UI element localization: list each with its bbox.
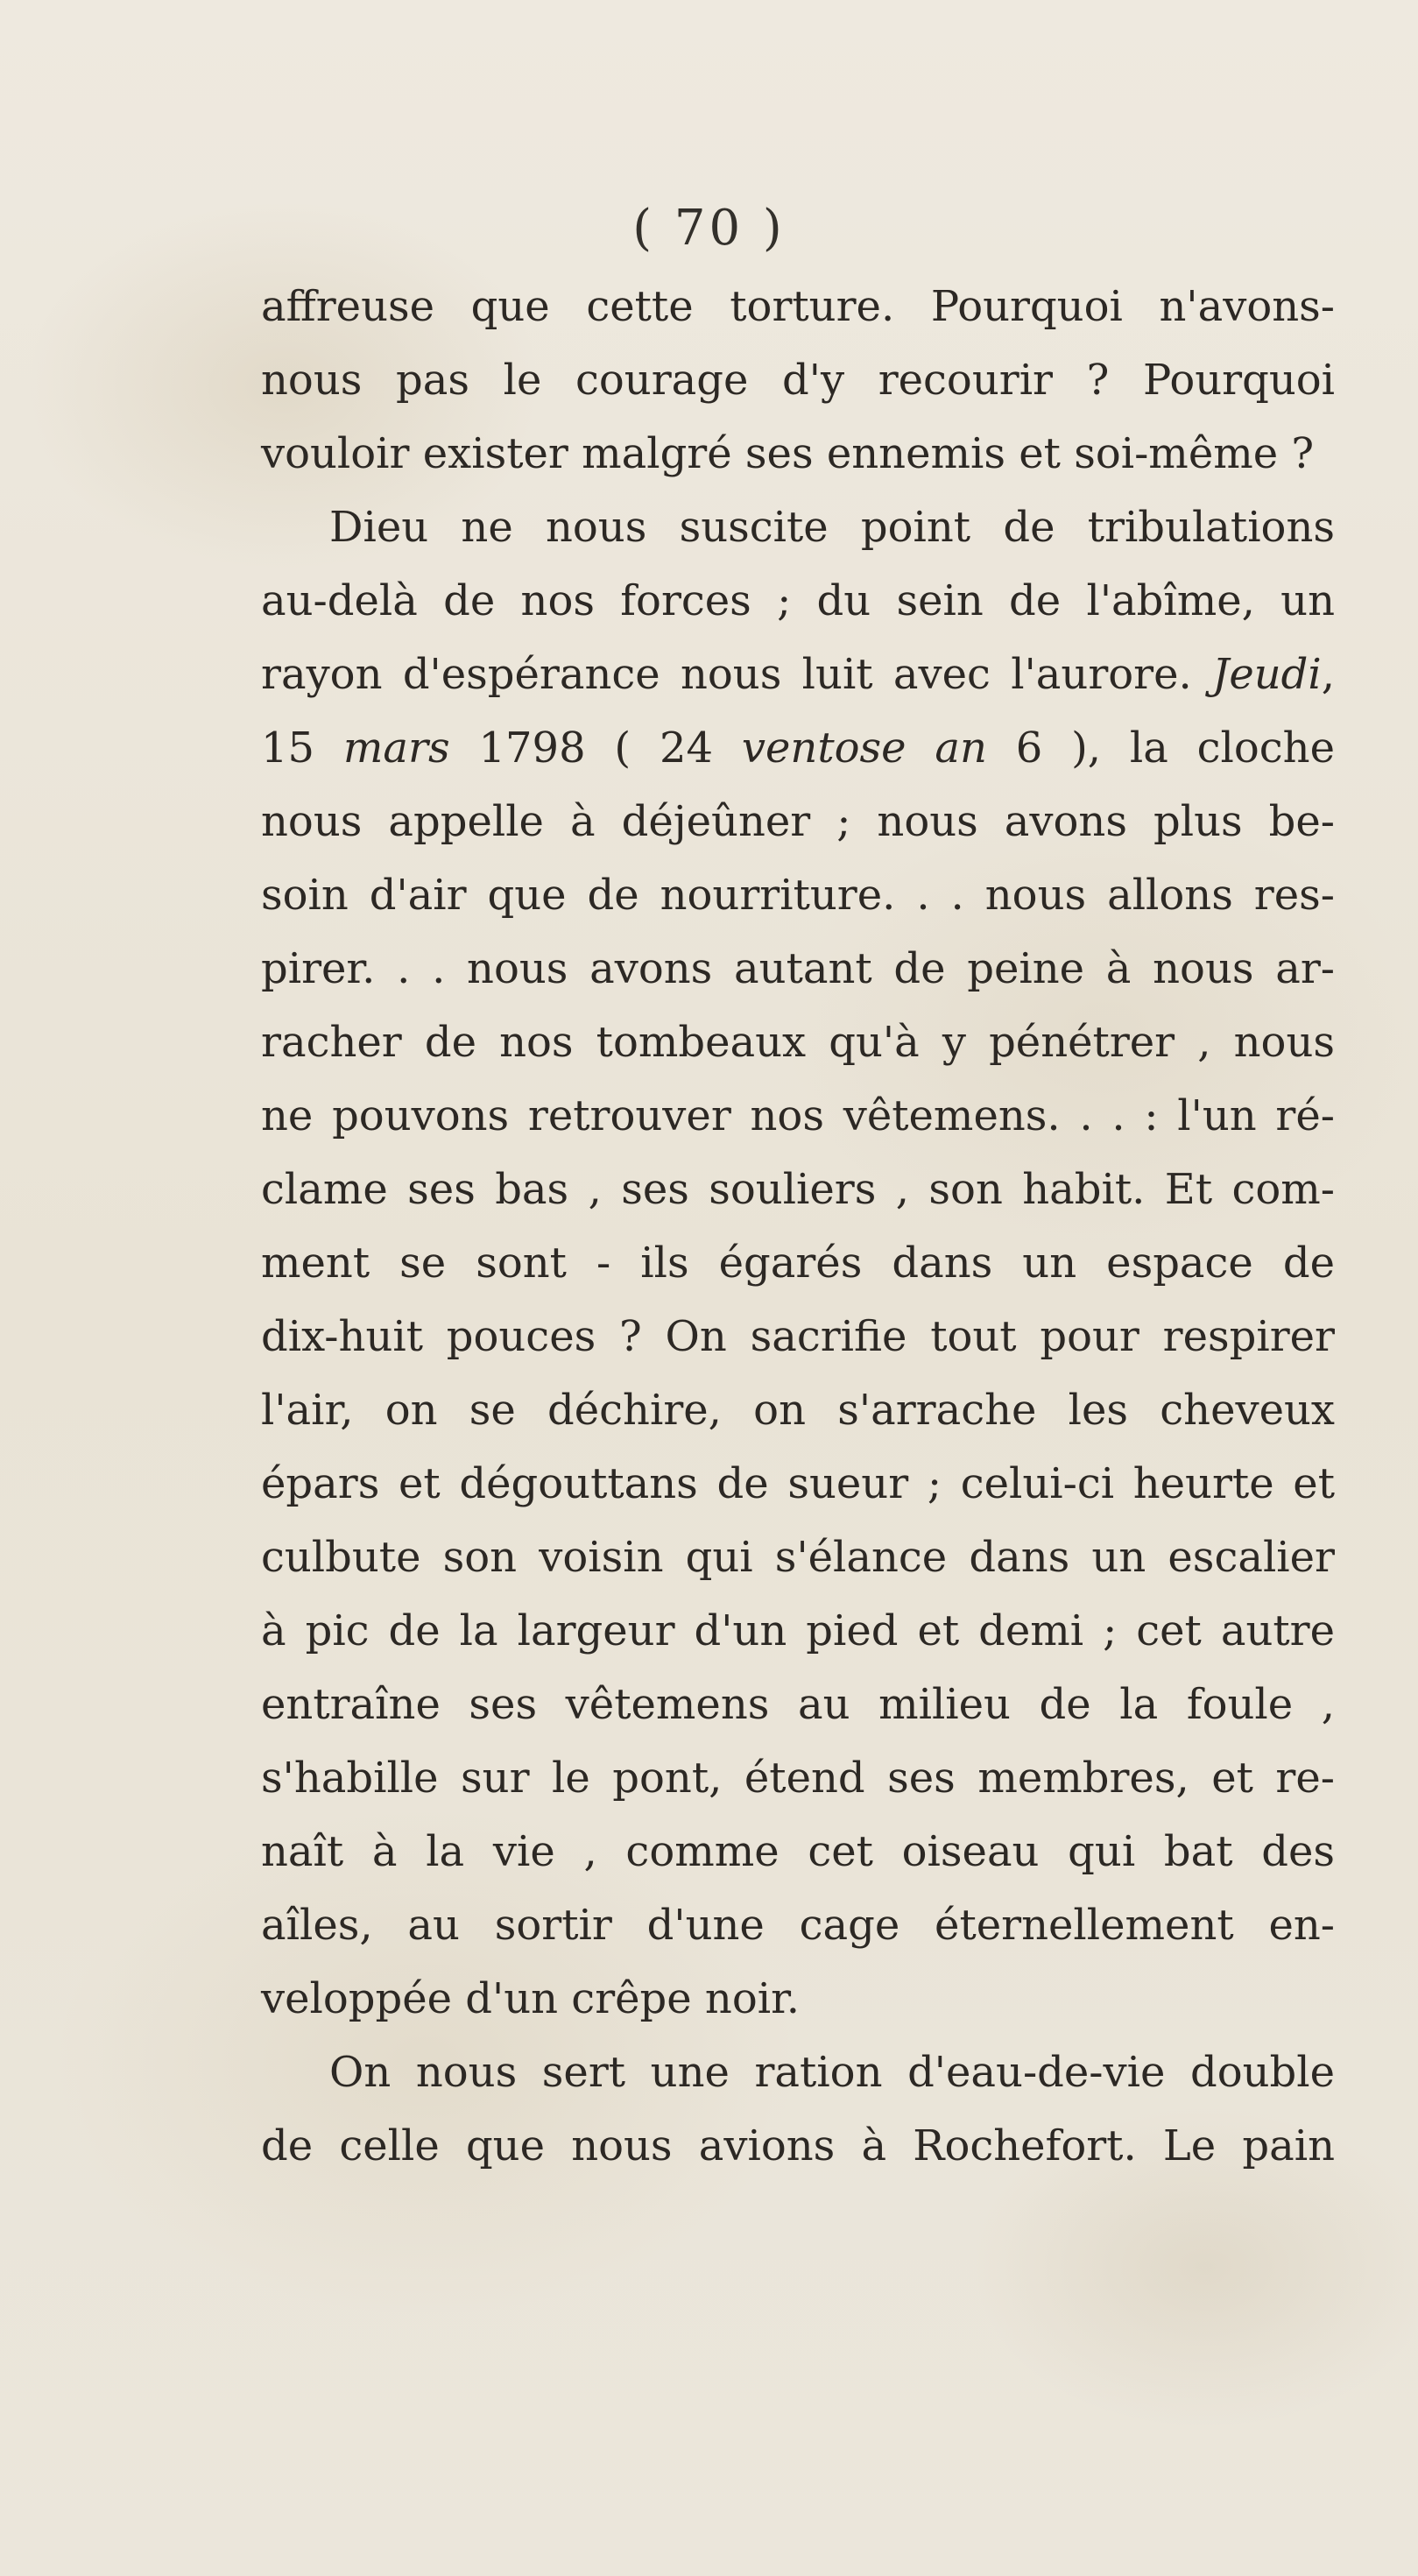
text-segment: 6 ), la cloche xyxy=(986,723,1335,773)
text-segment: On nous sert une ration d'eau-de-vie double xyxy=(329,2048,1335,2097)
text-segment: clame ses bas , ses souliers , son habit. Et com- xyxy=(261,1165,1335,1214)
text-line xyxy=(261,2036,1335,2109)
text-line xyxy=(261,1594,1335,1668)
italic-text: Jeudi xyxy=(1212,650,1322,699)
text-line xyxy=(261,932,1335,1006)
text-line xyxy=(261,1741,1335,1815)
text-segment: ne pouvons retrouver nos vêtemens. . . : l'un ré- xyxy=(261,1091,1335,1140)
text-line xyxy=(261,1815,1335,1888)
text-line xyxy=(261,858,1335,932)
text-segment: Dieu ne nous suscite point de tribulations xyxy=(329,503,1335,552)
text-segment: entraîne ses vêtemens au milieu de la foule , xyxy=(261,1680,1335,1729)
text-line xyxy=(261,1447,1335,1521)
italic-text: ventose an xyxy=(741,723,987,773)
text-segment: , xyxy=(1321,650,1335,699)
text-segment: aîles, au sortir d'une cage éternellement en- xyxy=(261,1901,1335,1950)
text-segment: pirer. . . nous avons autant de peine à nous ar- xyxy=(261,944,1335,993)
body-text xyxy=(261,270,1335,2183)
text-segment: affreuse que cette torture. Pourquoi n'avons- xyxy=(261,282,1335,331)
text-segment: 15 xyxy=(261,723,343,773)
text-segment: veloppée d'un crêpe noir. xyxy=(261,1974,801,2023)
text-line xyxy=(261,638,1335,711)
text-line xyxy=(261,343,1335,417)
text-segment: rayon d'espérance nous luit avec l'aurore. xyxy=(261,650,1213,699)
text-line xyxy=(261,1962,1335,2036)
text-segment: culbute son voisin qui s'élance dans un escalier xyxy=(261,1533,1335,1582)
text-line xyxy=(261,1888,1335,1962)
text-segment: au-delà de nos forces ; du sein de l'abîme, un xyxy=(261,576,1335,625)
text-segment: vouloir exister malgré ses ennemis et soi-même ? xyxy=(261,429,1315,478)
text-segment: nous pas le courage d'y recourir ? Pourquoi xyxy=(261,356,1335,405)
text-line xyxy=(261,1006,1335,1079)
page-number: ( 70 ) xyxy=(632,200,786,257)
text-segment: nous appelle à déjeûner ; nous avons plus be- xyxy=(261,797,1335,846)
text-line xyxy=(261,1521,1335,1594)
italic-text: mars xyxy=(342,723,450,773)
text-line xyxy=(261,490,1335,564)
text-line xyxy=(261,1373,1335,1447)
text-segment: dix-huit pouces ? On sacrifie tout pour respirer xyxy=(261,1312,1335,1361)
text-segment: naît à la vie , comme cet oiseau qui bat des xyxy=(261,1827,1335,1876)
text-segment: soin d'air que de nourriture. . . nous allons res- xyxy=(261,871,1335,920)
text-line xyxy=(261,711,1335,785)
text-segment: s'habille sur le pont, étend ses membres, et re- xyxy=(261,1754,1335,1803)
text-segment: l'air, on se déchire, on s'arrache les cheveux xyxy=(261,1386,1335,1435)
text-segment: ment se sont - ils égarés dans un espace de xyxy=(261,1239,1335,1288)
text-segment: racher de nos tombeaux qu'à y pénétrer , nous xyxy=(261,1018,1335,1067)
text-segment: épars et dégouttans de sueur ; celui-ci heurte et xyxy=(261,1459,1335,1508)
text-segment: de celle que nous avions à Rochefort. Le pain xyxy=(261,2121,1335,2170)
text-line xyxy=(261,2109,1335,2183)
text-line xyxy=(261,1079,1335,1153)
text-segment: à pic de la largeur d'un pied et demi ; cet autre xyxy=(261,1606,1335,1655)
text-line xyxy=(261,1226,1335,1300)
text-line xyxy=(261,785,1335,858)
text-line xyxy=(261,1668,1335,1741)
text-line xyxy=(261,1300,1335,1373)
text-line xyxy=(261,270,1335,343)
text-line xyxy=(261,417,1335,490)
text-line xyxy=(261,564,1335,638)
text-line xyxy=(261,1153,1335,1226)
text-segment: 1798 ( 24 xyxy=(449,723,742,773)
